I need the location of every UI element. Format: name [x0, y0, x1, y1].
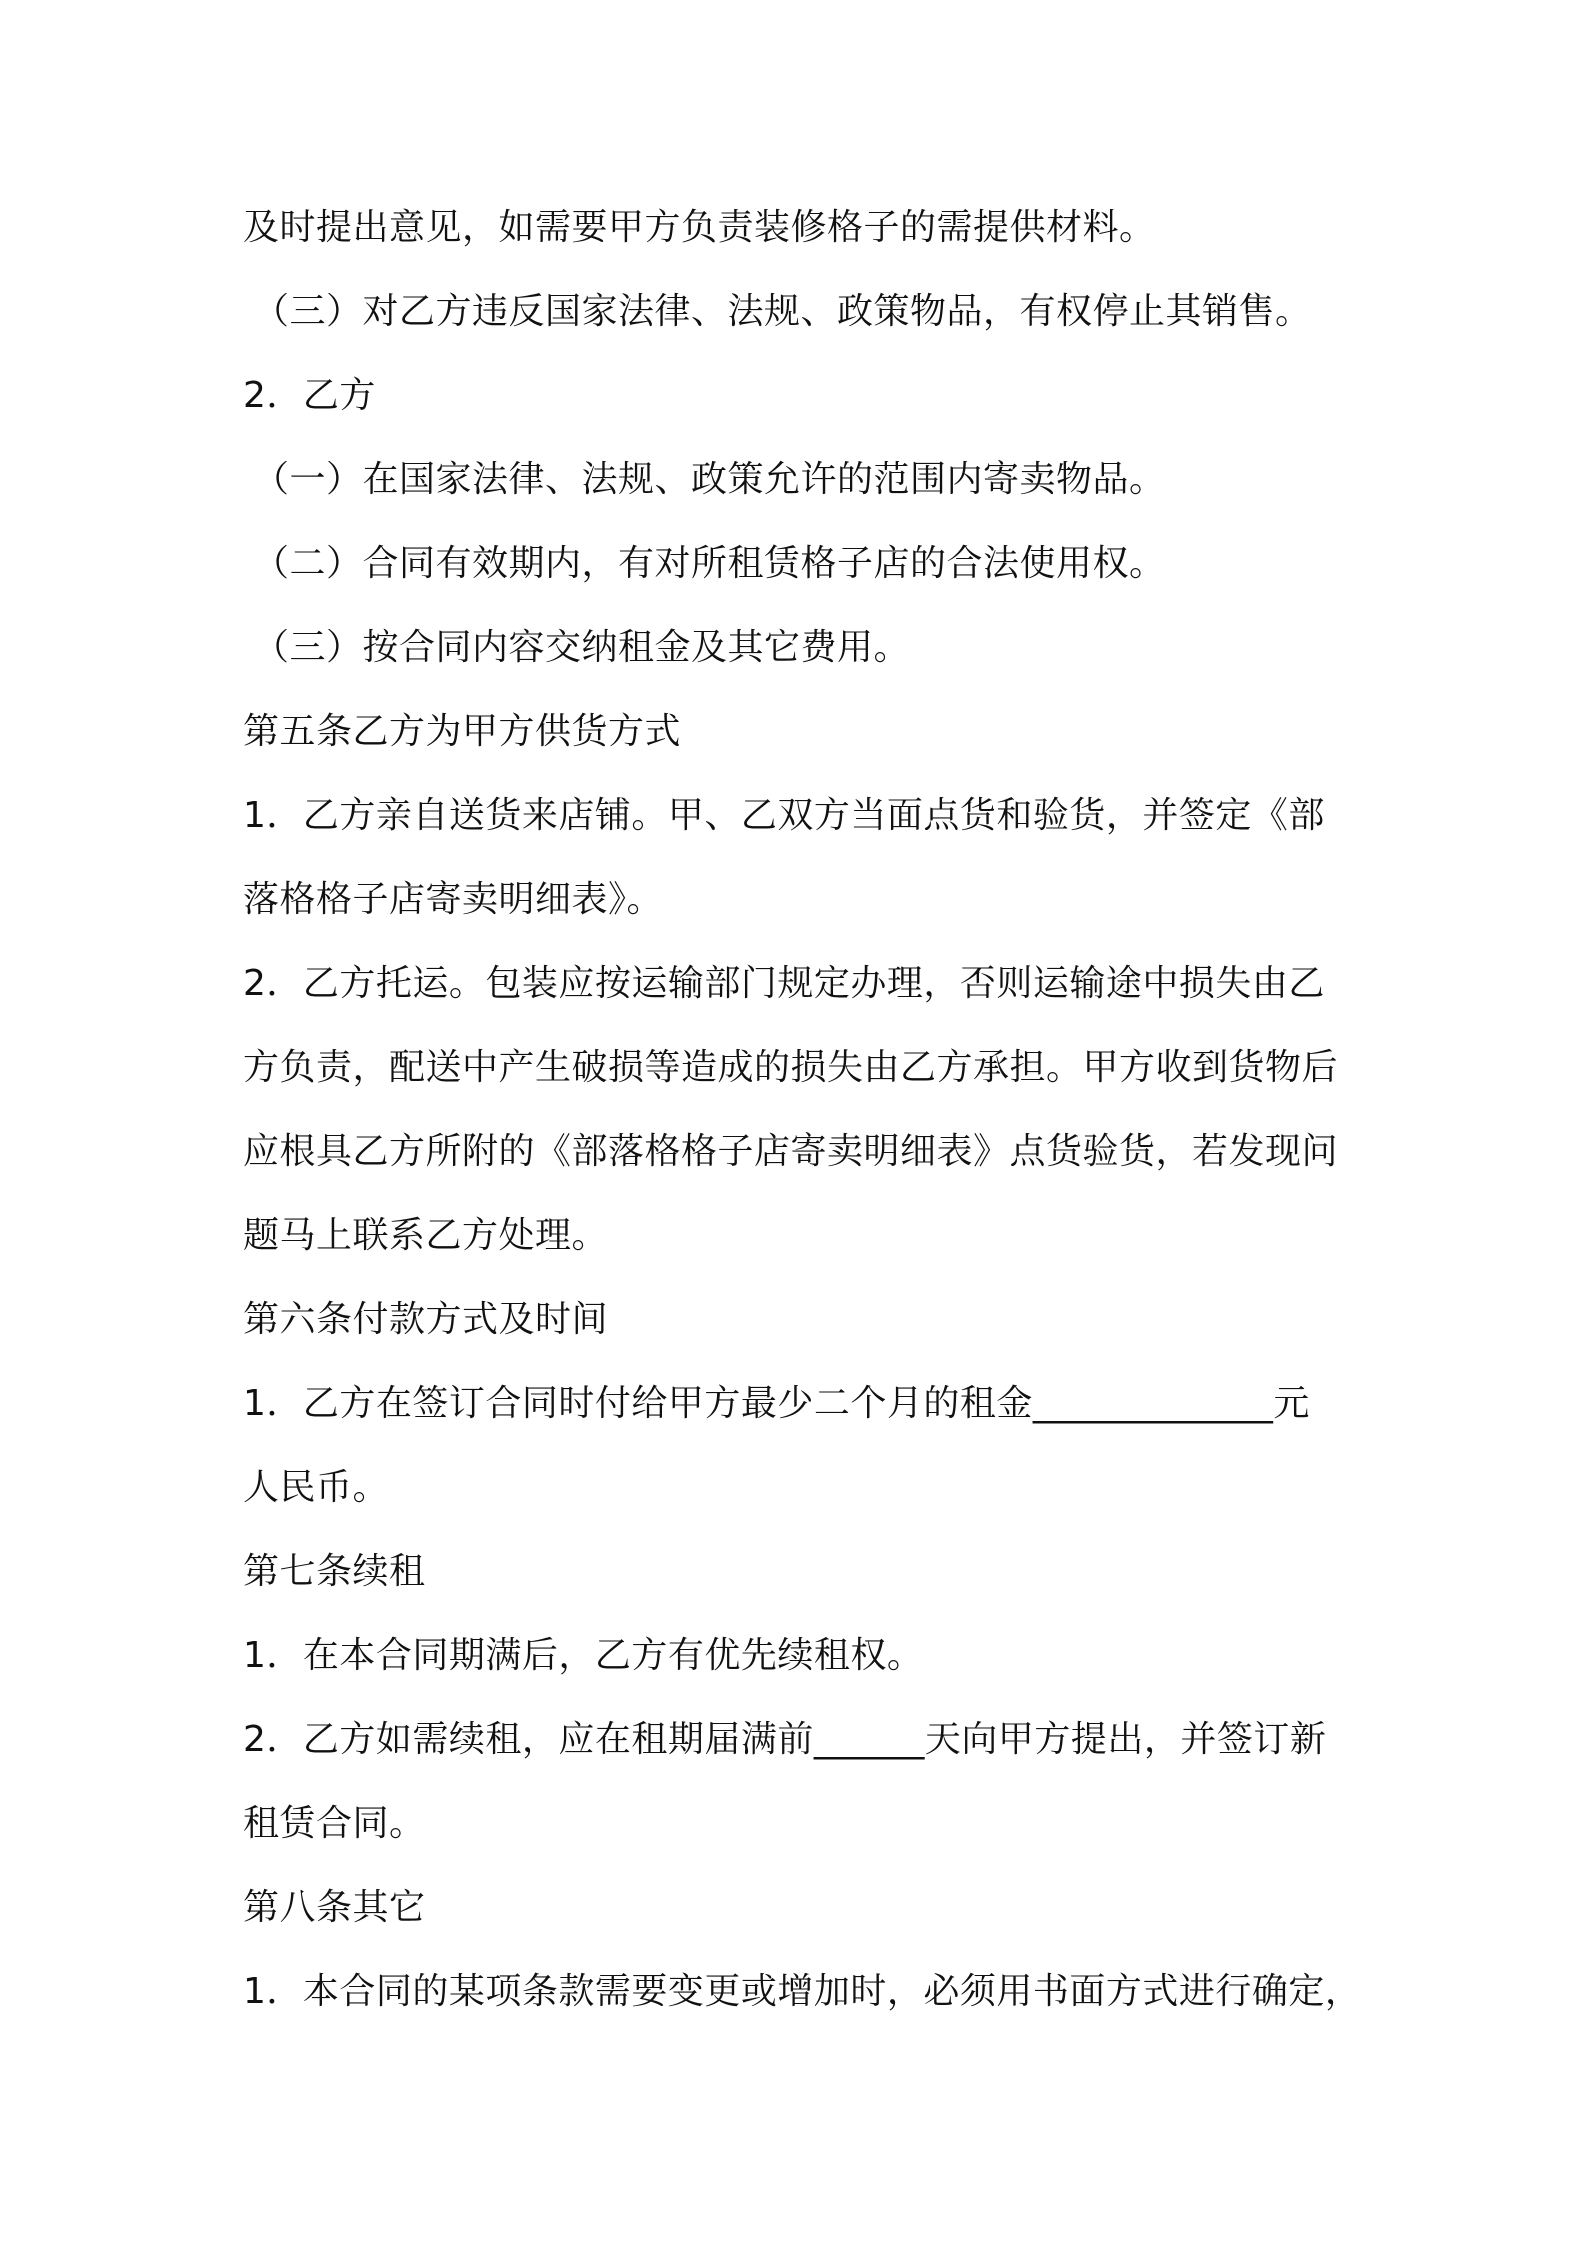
text-line: 落格格子店寄卖明细表》。	[243, 879, 664, 920]
section-heading: 第八条其它	[243, 1887, 426, 1928]
text-line: （二）合同有效期内，有对所租赁格子店的合法使用权。	[253, 543, 1166, 584]
text-line: （一）在国家法律、法规、政策允许的范围内寄卖物品。	[253, 459, 1166, 500]
text-line: 题马上联系乙方处理。	[243, 1215, 609, 1256]
text-line: 1．在本合同期满后，乙方有优先续租权。	[243, 1635, 924, 1676]
text-line: 租赁合同。	[243, 1803, 426, 1844]
section-heading: 第六条付款方式及时间	[243, 1299, 609, 1340]
text-line: 方负责，配送中产生破损等造成的损失由乙方承担。甲方收到货物后	[243, 1047, 1339, 1088]
section-heading: 第七条续租	[243, 1551, 426, 1592]
section-heading: 第五条乙方为甲方供货方式	[243, 711, 682, 752]
text-line: 2．乙方如需续租，应在租期届满前______天向甲方提出，并签订新	[243, 1719, 1327, 1760]
text-line: 2．乙方	[243, 375, 376, 416]
text-line: 应根具乙方所附的《部落格格子店寄卖明细表》点货验货，若发现问	[243, 1131, 1339, 1172]
text-line: （三）按合同内容交纳租金及其它费用。	[253, 627, 911, 668]
text-line: 1．乙方在签订合同时付给甲方最少二个月的租金_____________元	[243, 1383, 1310, 1424]
text-line: 1．乙方亲自送货来店铺。甲、乙双方当面点货和验货，并签定《部	[243, 795, 1325, 836]
text-line: （三）对乙方违反国家法律、法规、政策物品，有权停止其销售。	[253, 291, 1312, 332]
text-line: 人民币。	[243, 1467, 390, 1508]
text-line: 及时提出意见，如需要甲方负责装修格子的需提供材料。	[243, 207, 1156, 248]
text-line: 2．乙方托运。包装应按运输部门规定办理，否则运输途中损失由乙	[243, 963, 1325, 1004]
text-line: 1．本合同的某项条款需要变更或增加时，必须用书面方式进行确定，	[243, 1971, 1362, 2012]
